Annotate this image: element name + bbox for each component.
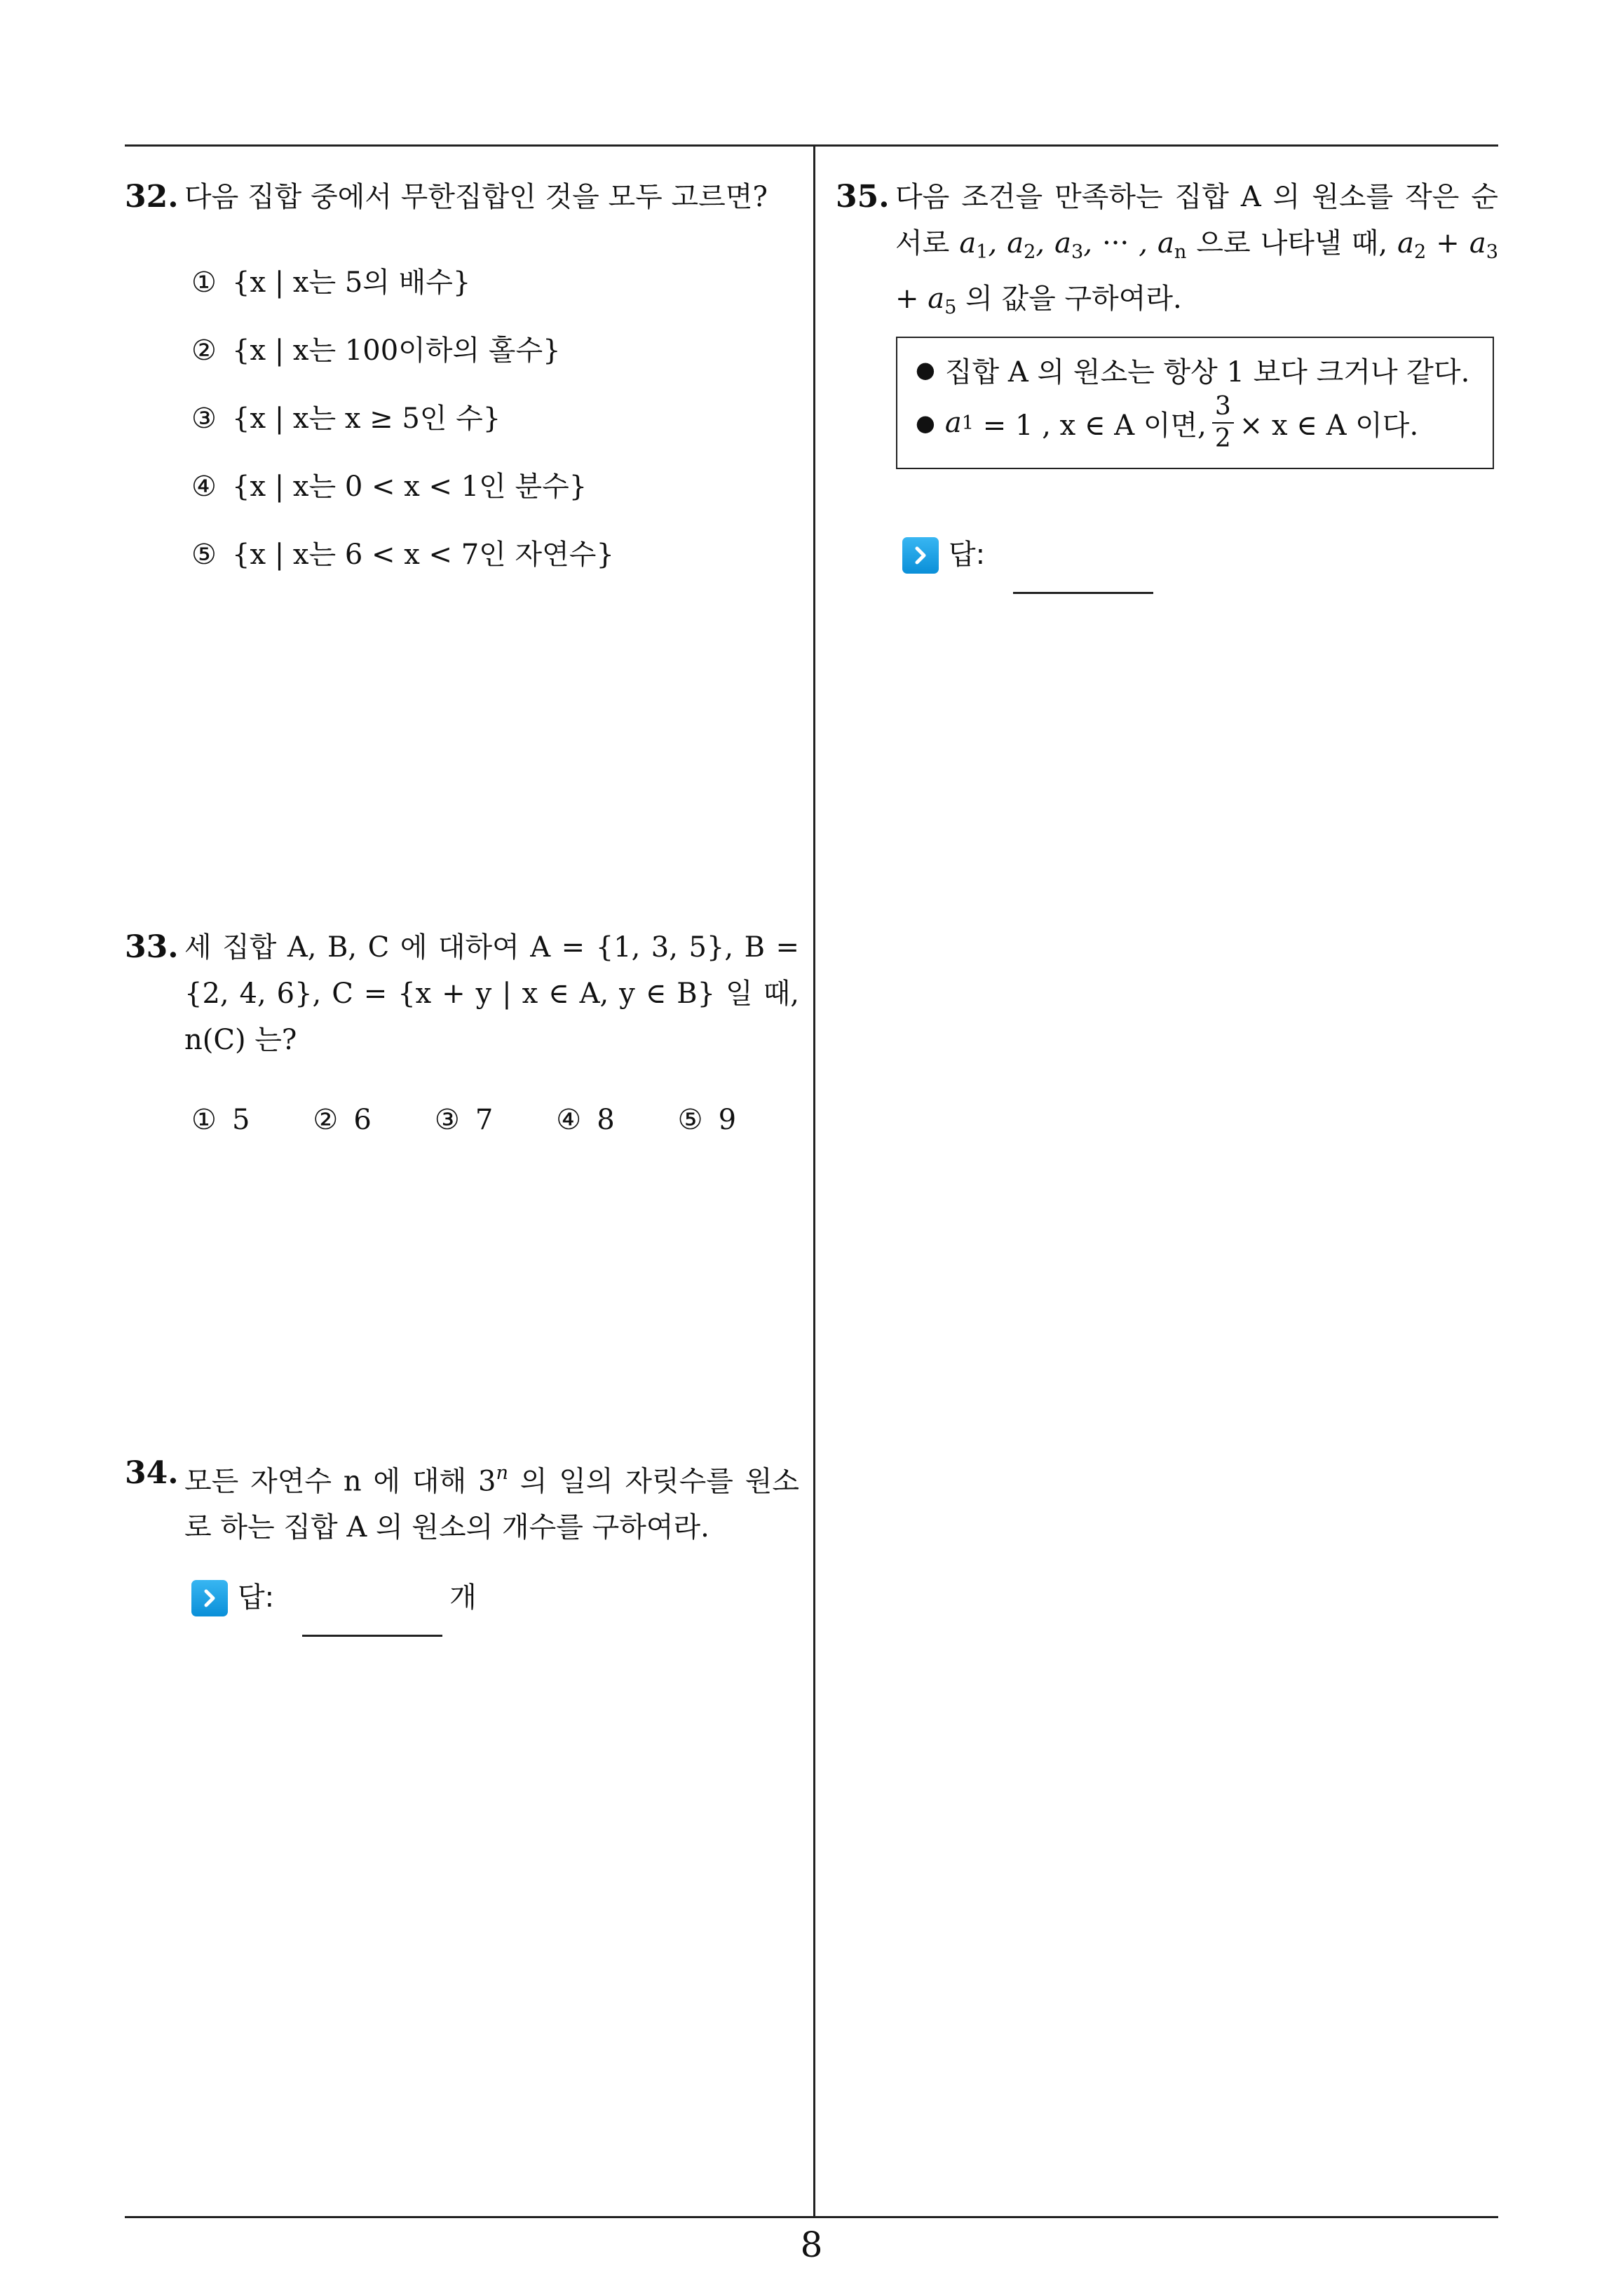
- answer-label: 답:: [949, 539, 986, 571]
- choice-text: 6: [353, 1104, 372, 1136]
- answer-unit: 개: [449, 1581, 477, 1614]
- answer-area: [902, 533, 1498, 594]
- question-text-part: 의 값을 구하여라.: [956, 283, 1182, 316]
- choice-text: 7: [475, 1104, 494, 1136]
- choice-number: ③: [434, 1104, 460, 1136]
- choice-text: 9: [718, 1104, 737, 1136]
- choice-5[interactable]: [678, 1097, 799, 1143]
- choice-number: ④: [191, 471, 217, 503]
- choice-number: ④: [556, 1104, 582, 1136]
- bullet-icon: ●: [916, 410, 935, 436]
- choice-text: {x | x는 6 < x < 7인 자연수}: [232, 539, 614, 571]
- condition-var: a: [944, 407, 962, 439]
- choice-number: ②: [191, 335, 217, 367]
- fraction-numerator: 3: [1212, 394, 1234, 424]
- choice-number: ③: [191, 403, 217, 435]
- choice-1[interactable]: [191, 1097, 313, 1143]
- choice-5[interactable]: [191, 532, 799, 600]
- condition-text: × x ∈ A 이다.: [1239, 409, 1419, 442]
- choice-list: [191, 259, 799, 600]
- choice-1[interactable]: [191, 259, 799, 327]
- bullet-icon: ●: [916, 356, 935, 383]
- question-text-part: 으로 나타낼 때,: [1186, 227, 1398, 259]
- question-text: [895, 174, 1498, 331]
- choice-4[interactable]: [556, 1097, 677, 1143]
- choice-number: ①: [191, 266, 217, 299]
- question-number: 34.: [125, 1455, 179, 1491]
- seq-var: a: [959, 227, 977, 259]
- choice-text: {x | x는 0 < x < 1인 분수}: [232, 471, 588, 503]
- bottom-rule: [125, 2216, 1498, 2218]
- question-number: 35.: [836, 179, 890, 215]
- column-divider: [813, 144, 815, 2218]
- choice-text: {x | x는 x ≥ 5인 수}: [232, 403, 501, 435]
- choice-number: ⑤: [191, 539, 217, 571]
- question-32: [125, 174, 799, 600]
- fraction: [1212, 394, 1234, 452]
- answer-input[interactable]: [1013, 533, 1153, 594]
- answer-area: [191, 1576, 799, 1637]
- condition-text: = 1 , x ∈ A 이면,: [974, 409, 1207, 442]
- choice-text: 8: [597, 1104, 615, 1136]
- top-rule: [125, 144, 1498, 147]
- choice-text: {x | x는 100이하의 홀수}: [232, 335, 561, 367]
- choice-2[interactable]: [313, 1097, 434, 1143]
- question-33: [125, 924, 799, 1143]
- question-text: 세 집합 A, B, C 에 대하여 A = {1, 3, 5}, B = {2, 4, 6}, C = {x + y | x ∈ A, y ∈ B} 일 때, n(C) 는?: [184, 931, 799, 1056]
- question-text: 다음 집합 중에서 무한집합인 것을 모두 고르면?: [184, 181, 768, 213]
- choice-number: ①: [191, 1104, 217, 1136]
- condition-text: 집합 A 의 원소는 항상 1 보다 크거나 같다.: [944, 356, 1470, 389]
- choice-text: 5: [232, 1104, 250, 1136]
- condition-2: [916, 391, 1474, 454]
- choice-3[interactable]: [435, 1097, 556, 1143]
- choice-4[interactable]: [191, 464, 799, 532]
- answer-label: 답:: [238, 1581, 275, 1614]
- question-35: [836, 174, 1498, 331]
- sequence-expression: $a_1$, $a_2$, $a_3$, ··· , $a_n$: [959, 227, 1187, 264]
- fraction-denominator: 2: [1214, 424, 1231, 453]
- condition-1: [916, 348, 1474, 391]
- question-text-part: 모든 자연수 n 에 대해 3: [184, 1465, 496, 1498]
- page-number: 8: [800, 2224, 823, 2265]
- choice-3[interactable]: [191, 396, 799, 464]
- question-text-part: 다음 조건을 만족하는 집합 A 의 원소를 작은 순서로: [895, 181, 1498, 259]
- choice-text: {x | x는 5의 배수}: [232, 266, 471, 299]
- question-text-part: 의 일의 자릿수를 원소로 하는 집합 A 의 원소의 개수를 구하여라.: [184, 1465, 799, 1544]
- question-number: 32.: [125, 179, 179, 215]
- sum-expression: $a_2 + a_3 + a_5$: [895, 227, 1498, 319]
- choice-list: [191, 1097, 799, 1143]
- question-34: [125, 1450, 799, 1637]
- question-number: 33.: [125, 929, 179, 965]
- choice-number: ②: [313, 1104, 339, 1136]
- choice-2[interactable]: [191, 327, 799, 396]
- answer-input[interactable]: [302, 1576, 442, 1637]
- choice-number: ⑤: [677, 1104, 703, 1136]
- chevron-right-icon: [902, 537, 939, 574]
- answer-area-35: [836, 508, 1498, 594]
- chevron-right-icon: [191, 1580, 228, 1616]
- condition-subscript: 1: [961, 412, 975, 434]
- exponent: n: [496, 1462, 508, 1484]
- question-text: [184, 1450, 799, 1551]
- condition-box: [896, 337, 1494, 469]
